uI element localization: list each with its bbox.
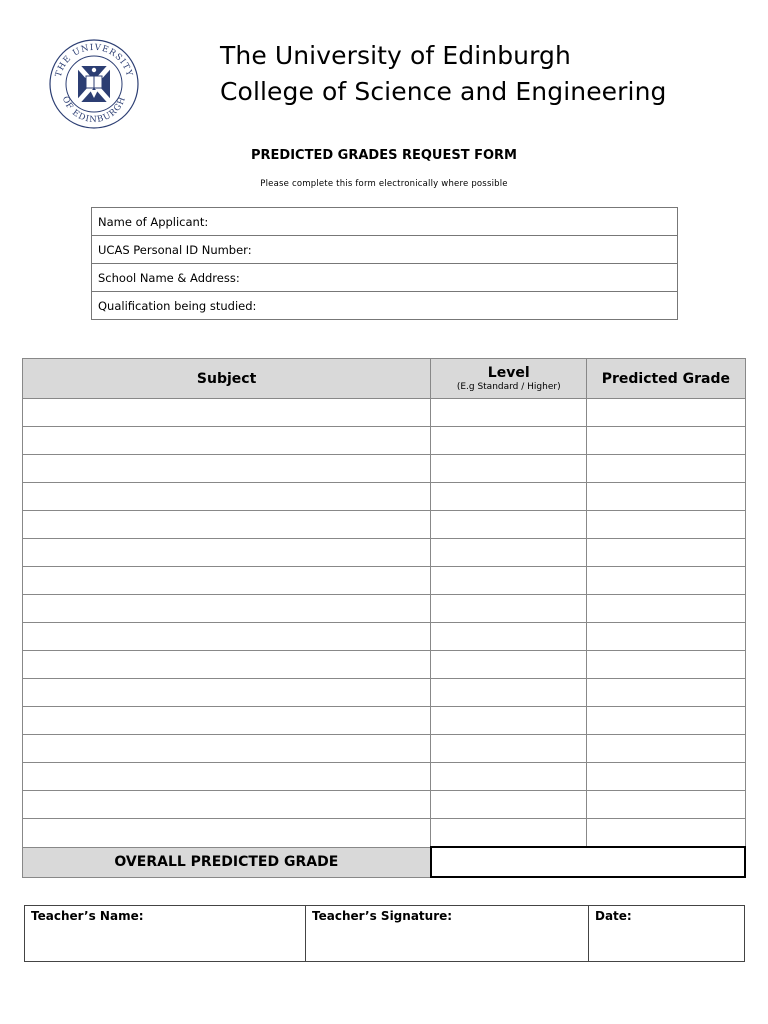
- predicted-grade-cell[interactable]: [587, 791, 745, 819]
- predicted-grade-cell[interactable]: [587, 511, 745, 539]
- level-cell[interactable]: [431, 595, 587, 623]
- level-cell[interactable]: [431, 567, 587, 595]
- subject-cell[interactable]: [23, 567, 431, 595]
- subject-cell[interactable]: [23, 539, 431, 567]
- svg-text:THE UNIVERSITY: THE UNIVERSITY: [53, 42, 135, 79]
- subject-cell[interactable]: [23, 819, 431, 848]
- teacher-signature-label: Teacher’s Signature:: [312, 909, 453, 923]
- school-row: [92, 264, 678, 292]
- predicted-grade-cell[interactable]: [587, 427, 745, 455]
- level-cell[interactable]: [431, 679, 587, 707]
- applicant-name-field[interactable]: Name of Applicant:: [92, 208, 678, 236]
- grade-row: [23, 399, 746, 427]
- grade-row: [23, 539, 746, 567]
- predicted-grade-cell[interactable]: [587, 539, 745, 567]
- grade-row: [23, 679, 746, 707]
- applicant-details-table: [91, 207, 678, 320]
- level-cell[interactable]: [431, 455, 587, 483]
- subject-cell[interactable]: [23, 483, 431, 511]
- grades-table-body: [23, 399, 746, 848]
- grade-row: [23, 707, 746, 735]
- predicted-grade-cell[interactable]: [587, 707, 745, 735]
- college-name: College of Science and Engineering: [220, 77, 667, 106]
- teacher-row: [25, 906, 745, 962]
- level-cell[interactable]: [431, 399, 587, 427]
- subject-cell[interactable]: [23, 679, 431, 707]
- ucas-id-field[interactable]: UCAS Personal ID Number:: [92, 236, 678, 264]
- applicant-name-row: [92, 208, 678, 236]
- overall-grade-field[interactable]: [431, 847, 745, 877]
- ucas-id-row: [92, 236, 678, 264]
- form-subtitle: Please complete this form electronically where possible: [260, 179, 508, 189]
- grades-table: [22, 358, 746, 878]
- level-cell[interactable]: [431, 707, 587, 735]
- subject-cell[interactable]: [23, 791, 431, 819]
- grade-row: [23, 427, 746, 455]
- grade-row: [23, 819, 746, 848]
- teacher-name-label: Teacher’s Name:: [31, 909, 144, 923]
- grade-row: [23, 763, 746, 791]
- level-cell[interactable]: [431, 511, 587, 539]
- predicted-grade-cell[interactable]: [587, 763, 745, 791]
- predicted-grade-cell[interactable]: [587, 651, 745, 679]
- svg-text:OF EDINBURGH: OF EDINBURGH: [59, 94, 129, 126]
- date-label: Date:: [595, 909, 632, 923]
- teacher-signature-field[interactable]: [306, 906, 589, 962]
- university-heading: [220, 38, 667, 110]
- subject-cell[interactable]: [23, 455, 431, 483]
- overall-grade-row: [23, 847, 746, 877]
- predicted-grade-cell[interactable]: [587, 679, 745, 707]
- grade-row: [23, 595, 746, 623]
- grade-row: [23, 623, 746, 651]
- predicted-grade-cell[interactable]: [587, 595, 745, 623]
- level-cell[interactable]: [431, 483, 587, 511]
- predicted-grade-cell[interactable]: [587, 567, 745, 595]
- level-cell[interactable]: [431, 623, 587, 651]
- qualification-row: [92, 292, 678, 320]
- predicted-grade-cell[interactable]: [587, 623, 745, 651]
- level-header-label: Level: [487, 365, 530, 381]
- subject-cell[interactable]: [23, 763, 431, 791]
- form-title: PREDICTED GRADES REQUEST FORM: [251, 148, 517, 163]
- school-address-field[interactable]: School Name & Address:: [92, 264, 678, 292]
- level-header-hint: (E.g Standard / Higher): [456, 382, 561, 392]
- predicted-grade-cell[interactable]: [587, 399, 745, 427]
- university-seal-logo: [48, 38, 140, 130]
- university-name: The University of Edinburgh: [220, 41, 571, 70]
- level-column-header: [431, 359, 587, 399]
- subject-header-label: Subject: [196, 370, 257, 387]
- level-cell[interactable]: [431, 791, 587, 819]
- predicted-grade-cell[interactable]: [587, 735, 745, 763]
- teacher-name-field[interactable]: [25, 906, 306, 962]
- predicted-grade-cell[interactable]: [587, 455, 745, 483]
- date-field[interactable]: [589, 906, 745, 962]
- grade-row: [23, 455, 746, 483]
- subject-column-header: [23, 359, 431, 399]
- subject-cell[interactable]: [23, 427, 431, 455]
- grade-row: [23, 483, 746, 511]
- grade-row: [23, 791, 746, 819]
- predicted-grade-cell[interactable]: [587, 819, 745, 848]
- level-cell[interactable]: [431, 539, 587, 567]
- level-cell[interactable]: [431, 735, 587, 763]
- predicted-grade-header-label: Predicted Grade: [601, 370, 730, 387]
- grades-header-row: [23, 359, 746, 399]
- subject-cell[interactable]: [23, 399, 431, 427]
- level-cell[interactable]: [431, 763, 587, 791]
- grade-row: [23, 511, 746, 539]
- predicted-grade-column-header: [587, 359, 745, 399]
- grade-row: [23, 567, 746, 595]
- level-cell[interactable]: [431, 651, 587, 679]
- overall-grade-label: OVERALL PREDICTED GRADE: [23, 847, 431, 877]
- subject-cell[interactable]: [23, 707, 431, 735]
- grade-row: [23, 735, 746, 763]
- subject-cell[interactable]: [23, 511, 431, 539]
- level-cell[interactable]: [431, 427, 587, 455]
- level-cell[interactable]: [431, 819, 587, 848]
- subject-cell[interactable]: [23, 735, 431, 763]
- subject-cell[interactable]: [23, 651, 431, 679]
- subject-cell[interactable]: [23, 595, 431, 623]
- predicted-grade-cell[interactable]: [587, 483, 745, 511]
- teacher-signoff-table: [24, 905, 745, 962]
- qualification-field[interactable]: Qualification being studied:: [92, 292, 678, 320]
- grade-row: [23, 651, 746, 679]
- subject-cell[interactable]: [23, 623, 431, 651]
